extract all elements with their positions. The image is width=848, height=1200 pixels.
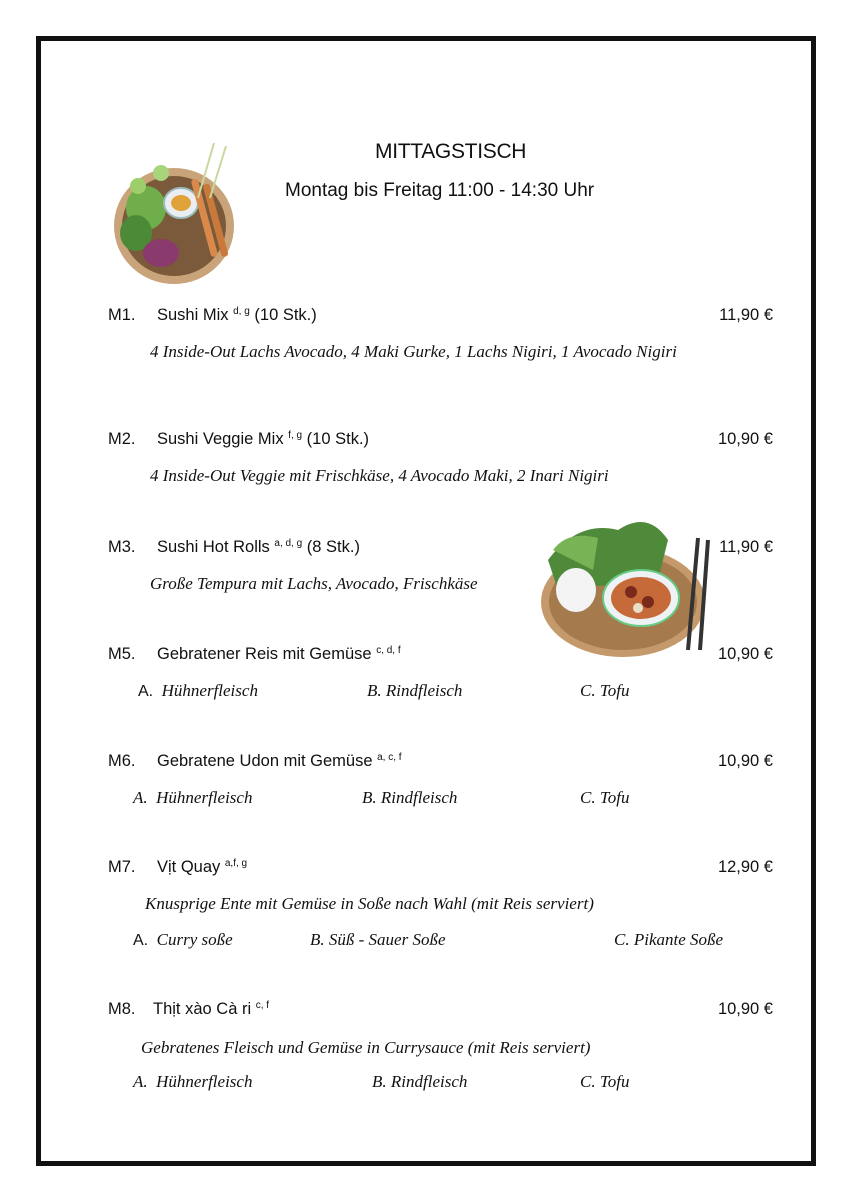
item-price: 11,90 € [719, 538, 773, 556]
option-c: C. Tofu [580, 788, 630, 807]
option-b: B. Süß - Sauer Soße [310, 930, 446, 949]
item-name: Thịt xào Cà ri $^{c, f}$ [153, 1000, 270, 1018]
item-name: Sushi Hot Rolls $^{a, d, g}$ (8 Stk.) [157, 538, 360, 556]
option-a: A. Hühnerfleisch [138, 681, 258, 700]
option-a: A. Hühnerfleisch [133, 788, 253, 807]
noodle-bowl-illustration [538, 510, 713, 660]
item-description: Knusprige Ente mit Gemüse in Soße nach Wahl (mit Reis serviert) [145, 894, 594, 913]
item-description: Große Tempura mit Lachs, Avocado, Frischkäse [150, 574, 478, 593]
item-code: M2. [108, 430, 136, 448]
item-name: Gebratene Udon mit Gemüse $^{a, c, f}$ [157, 752, 402, 770]
item-name: Gebratener Reis mit Gemüse $^{c, d, f}$ [157, 645, 401, 663]
option-c: C. Tofu [580, 681, 630, 700]
item-price: 11,90 € [719, 306, 773, 324]
item-description: 4 Inside-Out Lachs Avocado, 4 Maki Gurke, 1 Lachs Nigiri, 1 Avocado Nigiri [150, 342, 677, 361]
option-c: C. Tofu [580, 1072, 630, 1091]
item-description: Gebratenes Fleisch und Gemüse in Currysauce (mit Reis serviert) [141, 1038, 591, 1057]
item-code: M5. [108, 645, 136, 663]
item-code: M1. [108, 306, 136, 324]
option-b: B. Rindfleisch [372, 1072, 468, 1091]
option-c: C. Pikante Soße [614, 930, 724, 949]
item-name: Sushi Mix $^{d, g}$ (10 Stk.) [157, 306, 317, 324]
opening-hours: Montag bis Freitag 11:00 - 14:30 Uhr [285, 180, 595, 201]
item-price: 10,90 € [717, 430, 773, 448]
option-b: B. Rindfleisch [362, 788, 458, 807]
item-code: M6. [108, 752, 136, 770]
item-price: 10,90 € [717, 752, 773, 770]
item-price: 12,90 € [717, 858, 773, 876]
page-title: MITTAGSTISCH [375, 140, 527, 163]
item-code: M8. [108, 1000, 136, 1018]
salad-bowl-illustration [106, 138, 246, 288]
option-a: A. Hühnerfleisch [133, 1072, 253, 1091]
item-name: Vịt Quay $^{a,f, g}$ [157, 858, 248, 876]
item-code: M3. [108, 538, 136, 556]
option-b: B. Rindfleisch [367, 681, 463, 700]
item-code: M7. [108, 858, 136, 876]
item-price: 10,90 € [717, 645, 773, 663]
item-name: Sushi Veggie Mix $^{f, g}$ (10 Stk.) [157, 430, 370, 448]
item-description: 4 Inside-Out Veggie mit Frischkäse, 4 Avocado Maki, 2 Inari Nigiri [150, 466, 609, 485]
option-a: A. Curry soße [133, 930, 233, 949]
item-price: 10,90 € [717, 1000, 773, 1018]
